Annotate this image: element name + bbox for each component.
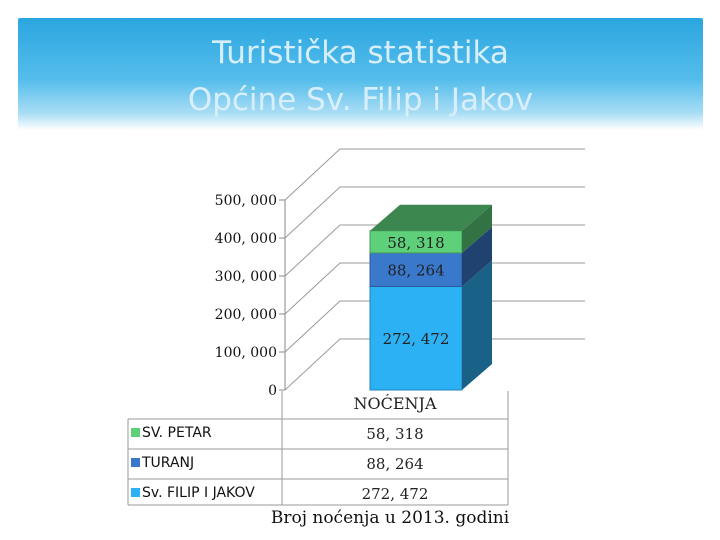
title-line-2: Općine Sv. Filip i Jakov xyxy=(187,82,534,118)
data-label: 58, 318 xyxy=(387,233,445,252)
data-label: 272, 472 xyxy=(382,330,450,349)
legend-swatch xyxy=(131,428,140,437)
y-tick-label: 200, 000 xyxy=(214,307,277,323)
category-label: NOĆENJA xyxy=(353,394,437,413)
legend-label: SV. PETAR xyxy=(142,425,212,441)
legend-label: TURANJ xyxy=(142,455,195,471)
gridline xyxy=(285,149,585,200)
y-tick-label: 500, 000 xyxy=(214,193,277,209)
table-value: 58, 318 xyxy=(366,425,424,443)
y-tick-label: 400, 000 xyxy=(214,231,277,247)
legend-swatch xyxy=(131,488,140,497)
table-value: 88, 264 xyxy=(366,455,424,473)
y-tick-label: 100, 000 xyxy=(214,345,277,361)
data-label: 88, 264 xyxy=(387,261,445,280)
legend-label: Sv. FILIP I JAKOV xyxy=(142,485,255,501)
title-line-1: Turistička statistika xyxy=(212,35,509,71)
y-tick-label: 300, 000 xyxy=(214,269,277,285)
x-axis-title: Broj noćenja u 2013. godini xyxy=(270,508,510,528)
table-value: 272, 472 xyxy=(361,485,429,503)
legend-swatch xyxy=(131,458,140,467)
y-tick-label: 0 xyxy=(268,383,277,399)
